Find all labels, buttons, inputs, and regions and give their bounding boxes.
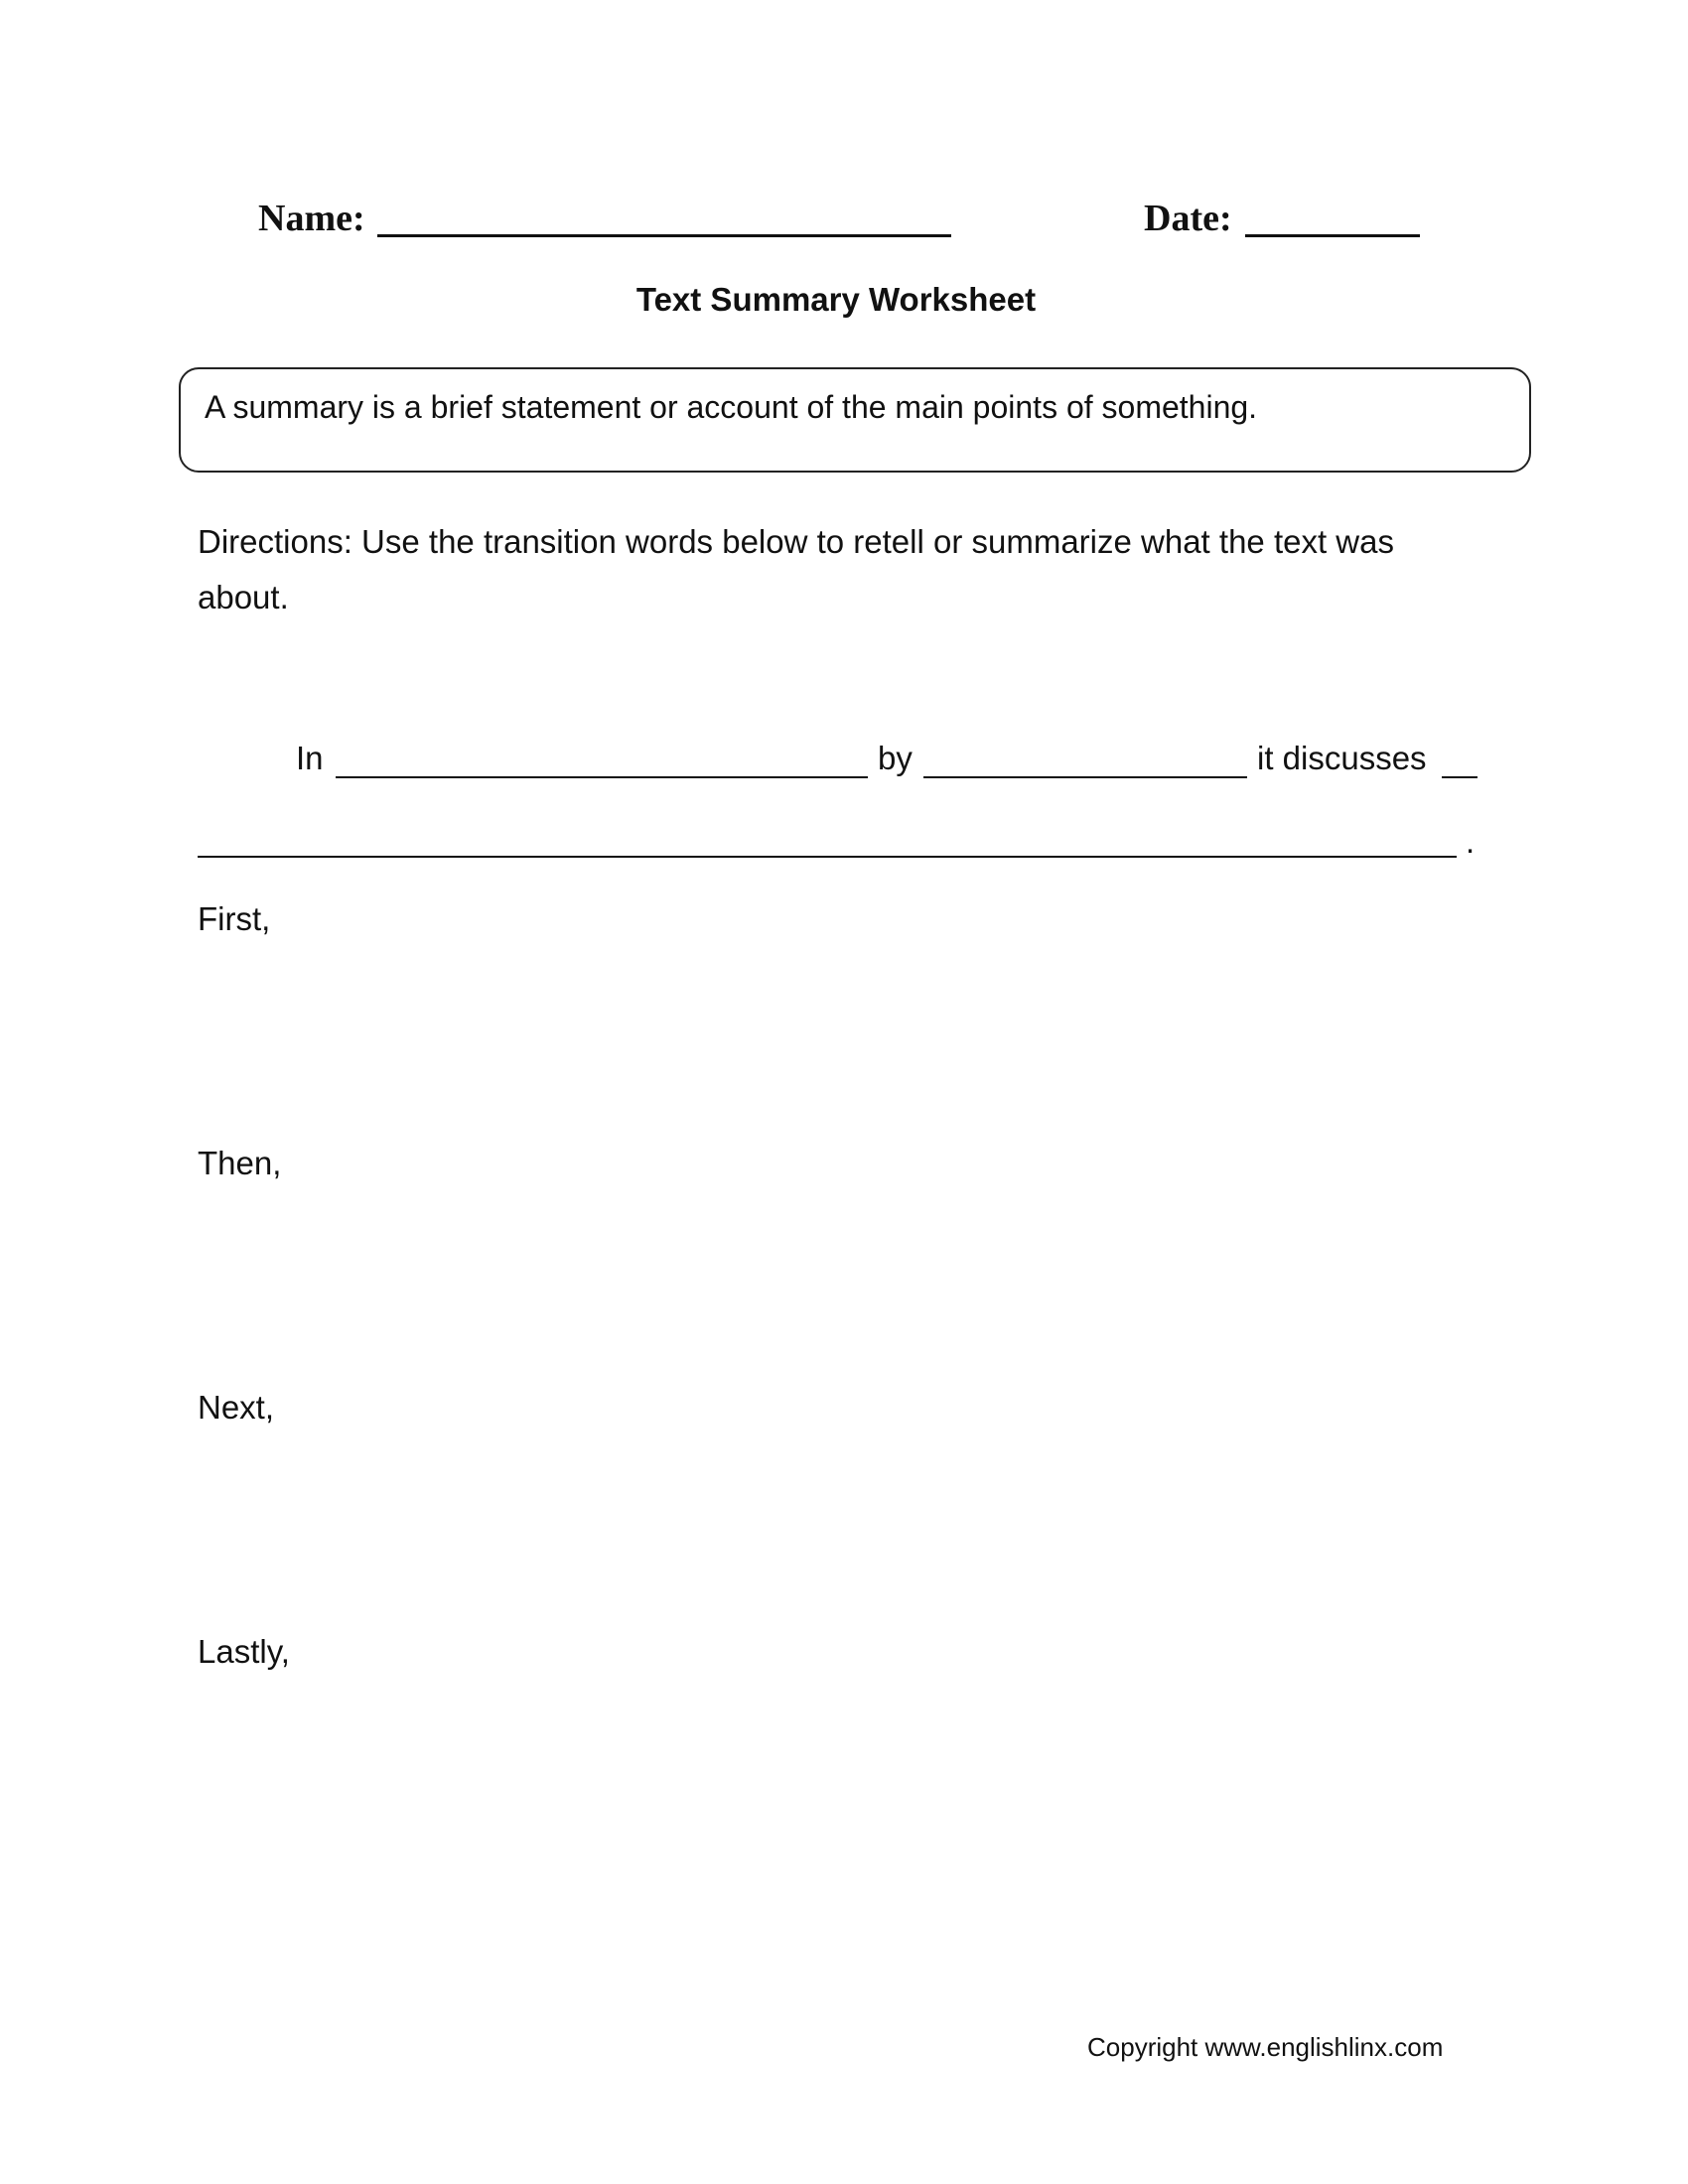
date-field-line[interactable] [1245, 234, 1420, 237]
transition-next: Next, [198, 1389, 275, 1426]
definition-text: A summary is a brief statement or account of the main points of something. [205, 389, 1258, 425]
transition-lastly: Lastly, [198, 1633, 290, 1670]
directions-text: Directions: Use the transition words below to retell or summarize what the text was about. [198, 523, 1394, 615]
transition-then: Then, [198, 1145, 282, 1181]
transition-first: First, [198, 900, 271, 937]
author-blank-line[interactable] [923, 776, 1247, 778]
name-field-line[interactable] [377, 234, 951, 237]
frame-word-by: by [878, 740, 913, 776]
definition-box [179, 367, 1531, 473]
topic-blank-line[interactable] [198, 856, 1457, 858]
topic-start-blank-line[interactable] [1442, 776, 1477, 778]
frame-word-in: In [296, 740, 324, 776]
frame-end-period: . [1466, 823, 1476, 860]
date-label: Date: [1144, 198, 1232, 239]
frame-word-discusses: it discusses [1257, 740, 1427, 776]
name-label: Name: [258, 198, 365, 239]
title-blank-line[interactable] [336, 776, 868, 778]
copyright-footer: Copyright www.englishlinx.com [1087, 2032, 1444, 2062]
worksheet-title: Text Summary Worksheet [635, 281, 1037, 318]
